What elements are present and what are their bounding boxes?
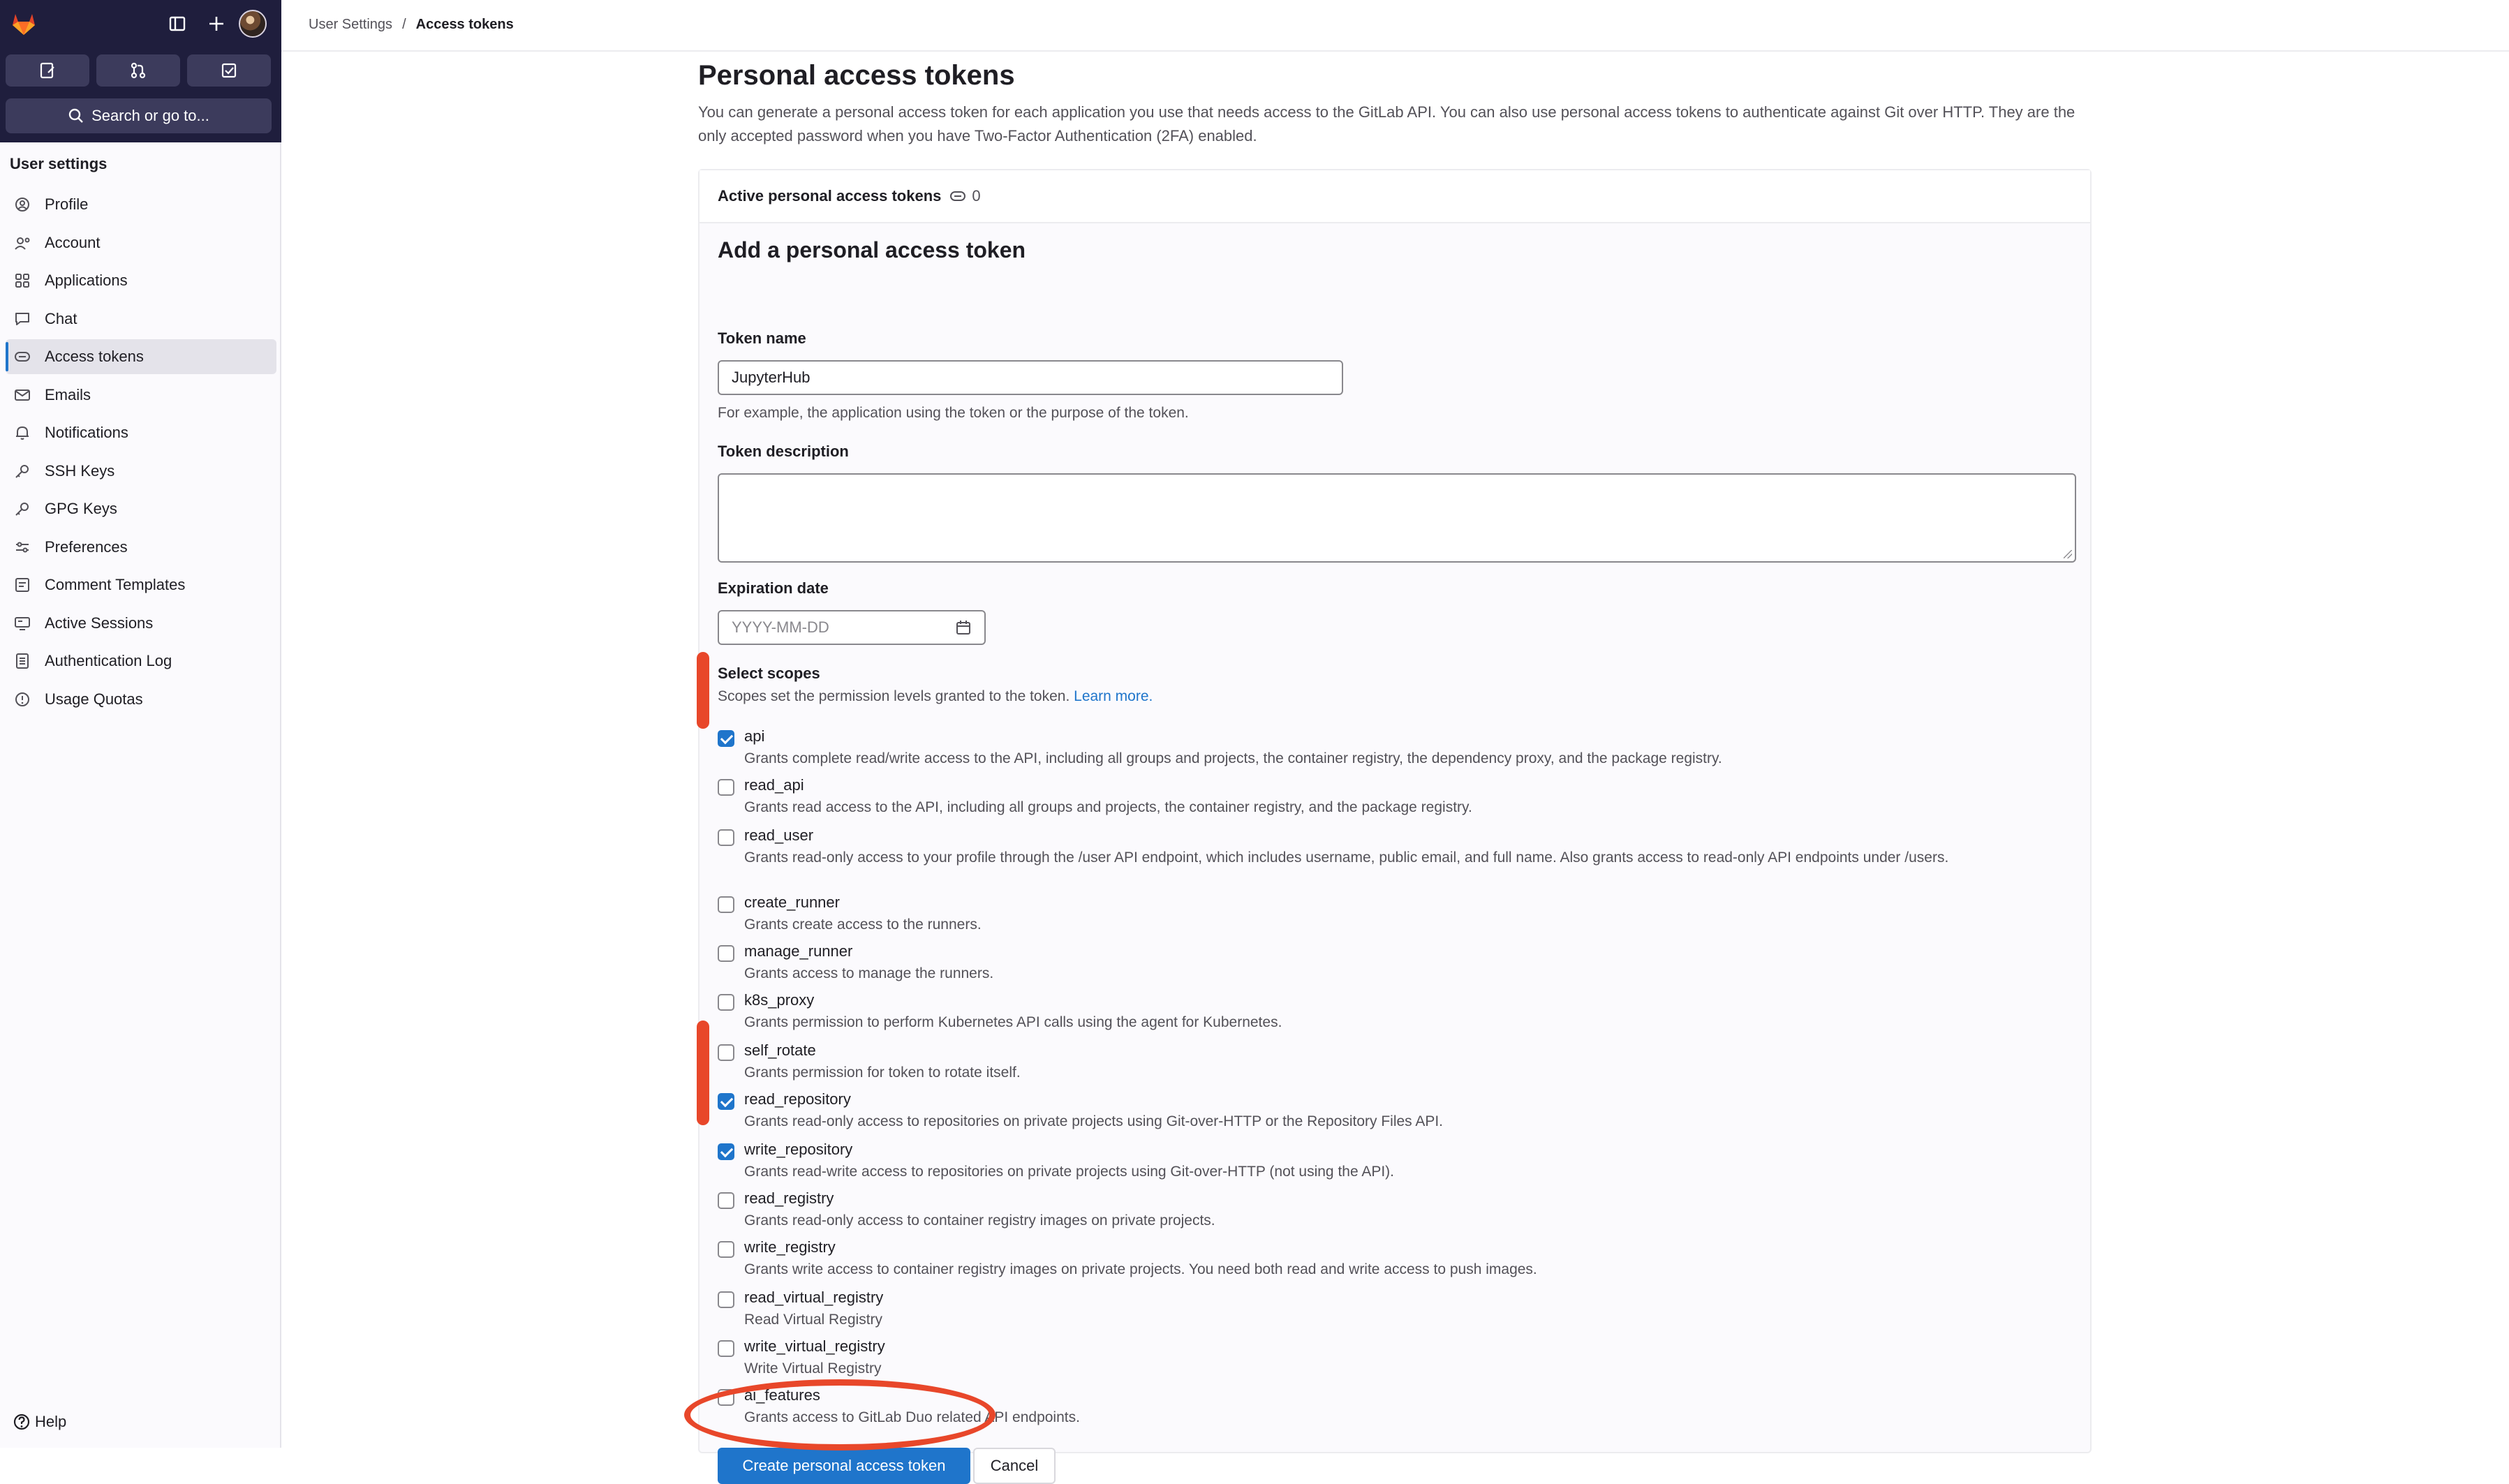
sidebar [0, 0, 281, 1448]
sidebar-item-label: Active Sessions [45, 614, 154, 632]
sidebar-item-notifications[interactable] [6, 415, 276, 450]
scope-name[interactable]: create_runner [744, 893, 840, 911]
sidebar-item-label: Comment Templates [45, 576, 186, 593]
sidebar-item-label: Emails [45, 385, 91, 403]
active-tokens-count [949, 187, 980, 205]
scope-name[interactable]: read_registry [744, 1189, 834, 1207]
avatar[interactable] [239, 10, 267, 38]
expiration-date-placeholder: YYYY-MM-DD [732, 618, 829, 636]
token-name-label: Token name [718, 329, 806, 347]
scope-name[interactable]: write_virtual_registry [744, 1337, 885, 1355]
sidebar-item-comment-templates[interactable] [6, 567, 276, 602]
sidebar-item-authentication-log[interactable] [6, 644, 276, 678]
form-title: Add a personal access token [718, 237, 1026, 262]
scope-description: Grants access to manage the runners. [744, 965, 994, 981]
scope-description: Grants permission for token to rotate itself. [744, 1064, 1021, 1081]
token-name-help: For example, the application using the token or the purpose of the token. [718, 405, 1189, 421]
active-tokens-title: Active personal access tokens [718, 187, 942, 205]
scope-name[interactable]: self_rotate [744, 1041, 816, 1059]
scope-checkbox[interactable] [718, 1241, 734, 1258]
scope-checkbox[interactable] [718, 1143, 734, 1160]
bell-icon [14, 424, 31, 441]
expiration-date-label: Expiration date [718, 579, 829, 597]
page-title: Personal access tokens [698, 60, 1015, 91]
scope-description: Grants permission to perform Kubernetes API calls using the agent for Kubernetes. [744, 1014, 1282, 1030]
quick-actions [6, 54, 271, 87]
search-icon [68, 107, 84, 124]
scope-description: Grants read-only access to repositories on private projects using Git-over-HTTP or the Repository Files API. [744, 1113, 1444, 1129]
scope-checkbox[interactable] [718, 1291, 734, 1308]
scope-name[interactable]: ai_features [744, 1386, 820, 1404]
scope-checkbox[interactable] [718, 945, 734, 962]
cancel-button[interactable]: Cancel [973, 1448, 1056, 1484]
scope-name[interactable]: read_repository [744, 1090, 851, 1108]
card-header [700, 170, 2090, 223]
scope-checkbox[interactable] [718, 1093, 734, 1110]
issues-button[interactable] [6, 54, 89, 87]
tokens-card [698, 169, 2092, 1474]
comment-icon [14, 577, 31, 593]
sidebar-item-applications[interactable] [6, 263, 276, 298]
scope-name[interactable]: read_user [744, 826, 814, 844]
quota-icon [14, 691, 31, 708]
help-label: Help [35, 1413, 67, 1430]
sidebar-nav [6, 187, 276, 720]
breadcrumb [309, 17, 514, 33]
sidebar-item-usage-quotas[interactable] [6, 682, 276, 717]
sidebar-item-profile[interactable] [6, 187, 276, 222]
applications-icon [14, 272, 31, 289]
scopes-help [718, 688, 1153, 705]
expiration-date-input[interactable] [718, 610, 986, 645]
sidebar-item-label: Chat [45, 309, 77, 327]
learn-more-link[interactable]: Learn more. [1074, 688, 1153, 704]
scope-name[interactable]: k8s_proxy [744, 991, 815, 1009]
sidebar-item-label: Access tokens [45, 348, 144, 365]
sidebar-item-gpg-keys[interactable] [6, 491, 276, 526]
create-token-button[interactable]: Create personal access token [718, 1448, 970, 1484]
select-scopes-label: Select scopes [718, 665, 820, 682]
scope-description: Grants complete read/write access to the API, including all groups and projects, the container registry, the dependency proxy, and the package registry. [744, 750, 1722, 766]
key-icon [14, 463, 31, 480]
scope-description: Grants read-write access to repositories on private projects using Git-over-HTTP (not using the API). [744, 1164, 1394, 1180]
search-button[interactable] [6, 98, 272, 133]
sidebar-header [0, 0, 281, 142]
sidebar-item-label: Preferences [45, 537, 128, 556]
monitor-icon [14, 615, 31, 632]
page-description: You can generate a personal access token for each application you use that needs access to the GitLab API. You can also use personal access tokens to authenticate against Git over HTTP. They are the only accepted password when you have Two-Factor Authentication (2FA) enabled. [698, 103, 2075, 144]
merge-requests-button[interactable] [96, 54, 180, 87]
key-icon [14, 500, 31, 517]
breadcrumb-parent[interactable]: User Settings [309, 17, 393, 32]
log-icon [14, 653, 31, 669]
sidebar-item-active-sessions[interactable] [6, 606, 276, 641]
mail-icon [14, 387, 31, 403]
scope-name[interactable]: api [744, 727, 765, 745]
token-description-label: Token description [718, 443, 849, 460]
sidebar-item-label: Authentication Log [45, 652, 172, 669]
chat-icon [14, 311, 31, 327]
sidebar-item-preferences[interactable] [6, 530, 276, 565]
sidebar-item-label: Account [45, 233, 101, 251]
plus-icon[interactable] [204, 11, 229, 36]
scope-name[interactable]: write_repository [744, 1141, 853, 1158]
active-tokens-count-value: 0 [972, 187, 981, 205]
scope-description: Grants create access to the runners. [744, 917, 982, 933]
gitlab-logo-icon[interactable] [10, 10, 38, 38]
token-description-textarea[interactable] [718, 473, 2076, 563]
scope-description: Grants read-only access to your profile through the /user API endpoint, which includes username, public email, and full name. Also grants access to read-only API endpoints under /users. [744, 849, 1949, 866]
breadcrumb-current: Access tokens [415, 17, 514, 32]
scope-checkbox[interactable] [718, 779, 734, 796]
merge-request-icon [129, 61, 147, 80]
calendar-icon[interactable] [955, 619, 972, 636]
issues-icon [38, 61, 57, 80]
scope-description: Grants read access to the API, including all groups and projects, the container registry, and the package registry. [744, 799, 1472, 815]
scope-description: Read Virtual Registry [744, 1312, 883, 1328]
annotation-mark-api [697, 652, 709, 729]
scope-checkbox[interactable] [718, 829, 734, 846]
sidebar-item-label: Notifications [45, 424, 128, 441]
scope-description: Grants read-only access to container registry images on private projects. [744, 1212, 1215, 1229]
token-icon [14, 348, 31, 365]
sidebar-item-ssh-keys[interactable] [6, 454, 276, 489]
preferences-icon [14, 539, 31, 556]
sidebar-item-label: SSH Keys [45, 461, 115, 480]
todo-icon [220, 61, 238, 80]
sidebar-item-chat[interactable] [6, 302, 276, 336]
scope-checkbox[interactable] [718, 994, 734, 1011]
sidebar-item-label: Applications [45, 272, 128, 289]
topbar-divider [281, 50, 2509, 52]
sidebar-item-label: Usage Quotas [45, 690, 143, 708]
sidebar-item-access-tokens[interactable] [6, 339, 276, 374]
scope-name[interactable]: read_api [744, 776, 804, 794]
scope-name[interactable]: manage_runner [744, 942, 853, 960]
profile-icon [14, 196, 31, 213]
scope-checkbox[interactable] [718, 1192, 734, 1209]
scope-name[interactable]: read_virtual_registry [744, 1289, 884, 1306]
sidebar-item-account[interactable] [6, 225, 276, 260]
scope-checkbox[interactable] [718, 896, 734, 913]
scope-description: Grants access to GitLab Duo related API endpoints. [744, 1409, 1080, 1425]
annotation-mark-repository [697, 1021, 709, 1125]
scope-checkbox[interactable] [718, 1044, 734, 1061]
scope-description: Grants write access to container registry images on private projects. You need both read and write access to push images. [744, 1261, 1537, 1277]
sidebar-item-label: GPG Keys [45, 500, 117, 517]
sidebar-item-label: Profile [45, 195, 89, 213]
breadcrumb-separator: / [402, 17, 406, 32]
annotation-circle-create [684, 1379, 996, 1450]
scope-name[interactable]: write_registry [744, 1238, 836, 1256]
token-icon [949, 190, 966, 202]
sidebar-item-emails[interactable] [6, 378, 276, 413]
sidebar-toggle-icon[interactable] [165, 11, 190, 36]
help-icon [13, 1413, 31, 1431]
todo-button[interactable] [187, 54, 271, 87]
scope-checkbox[interactable] [718, 730, 734, 747]
scope-checkbox[interactable] [718, 1340, 734, 1357]
scopes-help-text: Scopes set the permission levels granted to the token. [718, 688, 1070, 704]
account-icon [14, 235, 31, 251]
search-label: Search or go to... [91, 107, 209, 124]
sidebar-section-title: User settings [10, 155, 108, 172]
token-name-input[interactable]: JupyterHub [718, 360, 1343, 395]
help-button[interactable] [13, 1413, 66, 1431]
scope-description: Write Virtual Registry [744, 1360, 882, 1377]
